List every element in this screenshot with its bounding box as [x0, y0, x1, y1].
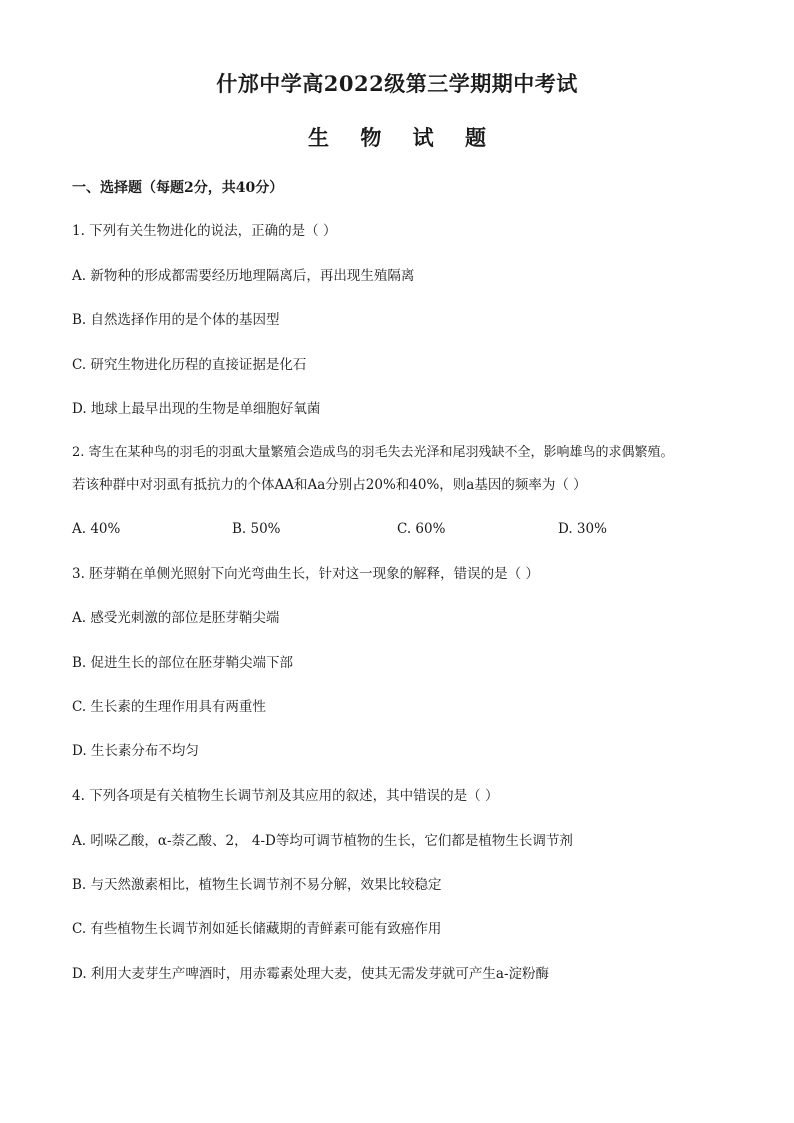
question-2-stem: 2. 寄生在某种鸟的羽毛的羽虱大量繁殖会造成鸟的羽毛失去光泽和尾羽残缺不全，影响雄鸟的求偶繁殖。 [72, 445, 674, 460]
exam-title: 什邡中学高2022级第三学期期中考试 [216, 71, 578, 96]
question-4-option-c: C. 有些植物生长调节剂如延长储藏期的青鲜素可能有致癌作用 [72, 921, 442, 937]
question-3-option-c: C. 生长素的生理作用具有两重性 [72, 699, 266, 715]
question-1-option-a: A. 新物种的形成都需要经历地理隔离后，再出现生殖隔离 [72, 268, 415, 284]
question-3-option-a: A. 感受光刺激的部位是胚芽鞘尖端 [72, 610, 280, 626]
question-1-option-b: B. 自然选择作用的是个体的基因型 [72, 312, 280, 328]
question-2-option-c: C. 60% [397, 521, 446, 537]
question-4-stem: 4. 下列各项是有关植物生长调节剂及其应用的叙述，其中错误的是（ ） [72, 788, 499, 804]
question-3-option-d: D. 生长素分布不均匀 [72, 743, 199, 759]
exam-subject: 生 物 试 题 [308, 125, 498, 150]
question-2-option-d: D. 30% [558, 521, 607, 537]
question-3-option-b: B. 促进生长的部位在胚芽鞘尖端下部 [72, 655, 294, 671]
question-2-option-b: B. 50% [232, 521, 281, 537]
section-heading: 一、选择题（每题2分，共40分） [72, 180, 284, 196]
question-4-option-b: B. 与天然激素相比，植物生长调节剂不易分解，效果比较稳定 [72, 877, 442, 893]
question-4-option-d: D. 利用大麦芽生产啤酒时，用赤霉素处理大麦，使其无需发芽就可产生a-淀粉酶 [72, 966, 550, 982]
question-2-option-a: A. 40% [72, 521, 121, 537]
question-2-stem-continued: 若该种群中对羽虱有抵抗力的个体AA和Aa分别占20%和40%，则a基因的频率为（ ） [72, 477, 587, 493]
question-1-option-d: D. 地球上最早出现的生物是单细胞好氧菌 [72, 401, 321, 417]
question-4-option-a: A. 吲哚乙酸，α-萘乙酸、2， 4-D等均可调节植物的生长，它们都是植物生长调节剂 [72, 833, 573, 849]
question-1-stem: 1. 下列有关生物进化的说法，正确的是（ ） [72, 223, 337, 239]
question-3-stem: 3. 胚芽鞘在单侧光照射下向光弯曲生长，针对这一现象的解释，错误的是（ ） [72, 566, 539, 582]
question-1-option-c: C. 研究生物进化历程的直接证据是化石 [72, 357, 307, 373]
